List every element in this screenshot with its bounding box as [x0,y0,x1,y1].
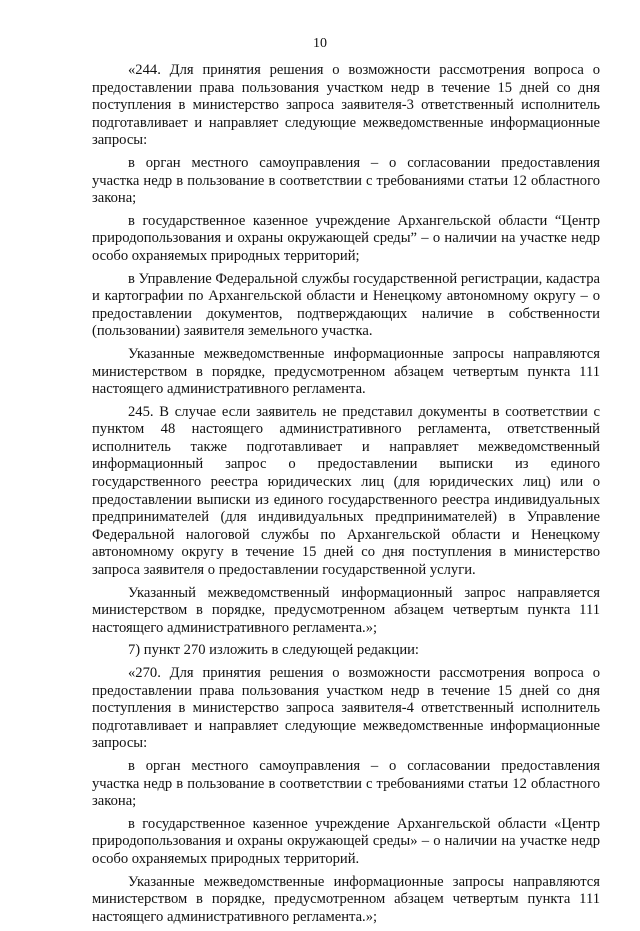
paragraph-244-sending-order: Указанные межведомственные информационные запросы направляются министерством в порядке, предусмотренном абзацем четвертым пункта 111 настоящего административного регламента. [92,345,600,398]
paragraph-270-nature-center: в государственное казенное учреждение Архангельской области «Центр природопользования и охраны окружающей среды» – о наличии на участке недр особо охраняемых природных территорий. [92,815,600,867]
paragraph-245: 245. В случае если заявитель не представил документы в соответствии с пунктом 48 настоящего административного регламента, ответственный исполнитель также подготавливает и направляет межведомственный информационный запрос о предоставлении выписки из единого государственного реестра юридических лиц (для юридических лиц) или о предоставлении выписки из единого государственного реестра индивидуальных предпринимателей (для индивидуальных предпринимателей) в Управление Федеральной налоговой службы по Архангельской области и Ненецкому автономному округу в течение 15 дней со дня поступления в министерство запроса заявителя о предоставлении государственной услуги. [92,403,600,579]
paragraph-244-nature-center: в государственное казенное учреждение Архангельской области “Центр природопользования и охраны окружающей среды” – о наличии на участке недр особо охраняемых природных территорий; [92,212,600,264]
paragraph-245-sending-order: Указанный межведомственный информационный запрос направляется министерством в порядке, предусмотренном абзацем четвертым пункта 111 настоящего административного регламента.»; [92,584,600,636]
paragraph-270-sending-order: Указанные межведомственные информационные запросы направляются министерством в порядке, предусмотренном абзацем четвертым пункта 111 настоящего административного регламента.»; [92,873,600,925]
paragraph-270-local-government: в орган местного самоуправления – о согласовании предоставления участка недр в пользование в соответствии с требованиями статьи 12 областного закона; [92,757,600,810]
paragraph-244-intro: «244. Для принятия решения о возможности рассмотрения вопроса о предоставлении права пользования участком недр в течение 15 дней со дня поступления в министерство запроса заявителя-3 ответственный исполнитель подготавливает и направляет следующие межведомственные информационные запросы: [92,62,600,149]
paragraph-244-rosreestr: в Управление Федеральной службы государственной регистрации, кадастра и картографии по Архангельской области и Ненецкому автономному округу – о предоставлении документов, подтверждающих наличие в собственности (пользовании) заявителя земельного участка. [92,270,600,340]
page-number: 10 [313,36,327,51]
paragraph-270-intro: «270. Для принятия решения о возможности рассмотрения вопроса о предоставлении права пользования участком недр в течение 15 дней со дня поступления в министерство запроса заявителя-4 ответственный исполнитель подготавливает и направляет следующие межведомственные информационные запросы: [92,665,600,752]
paragraph-244-local-government: в орган местного самоуправления – о согласовании предоставления участка недр в пользование в соответствии с требованиями статьи 12 областного закона; [92,154,600,207]
document-body [92,62,600,931]
paragraph-item-7: 7) пункт 270 изложить в следующей редакции: [128,642,419,659]
